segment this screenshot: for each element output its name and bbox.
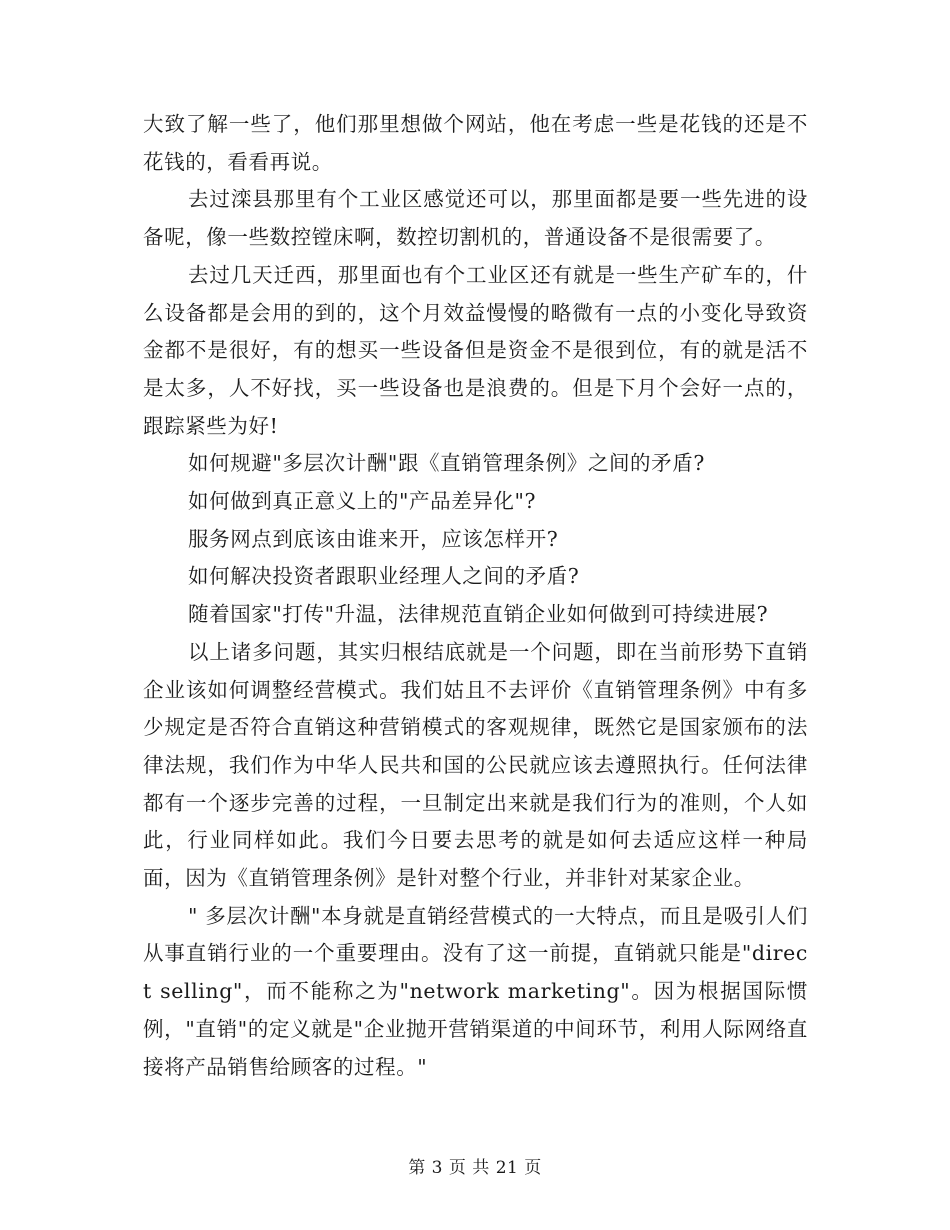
paragraph: 大致了解一些了，他们那里想做个网站，他在考虑一些是花钱的还是不花钱的，看看再说。 — [143, 112, 808, 174]
paragraph: 去过滦县那里有个工业区感觉还可以，那里面都是要一些先进的设备呢，像一些数控镗床啊，数控切割机的，普通设备不是很需要了。 — [143, 187, 808, 250]
paragraph: " 多层次计酬"本身就是直销经营模式的一大特点，而且是吸引人们从事直销行业的一个重要理由。没有了这一前提，直销就只能是"direct selling"，而不能称之为"network marketing"。因为根据国际惯例，"直销"的定义就是"企业抛开营销渠道的中间环节，利用人际网络直接将产品销售给顾客的过程。" — [143, 903, 808, 1079]
paragraph: 如何做到真正意义上的"产品差异化"? — [188, 489, 537, 514]
paragraph: 如何解决投资者跟职业经理人之间的矛盾? — [188, 564, 580, 589]
paragraph: 服务网点到底该由谁来开，应该怎样开? — [188, 526, 559, 551]
paragraph: 以上诸多问题，其实归根结底就是一个问题，即在当前形势下直销企业该如何调整经营模式。我们姑且不去评价《直销管理条例》中有多少规定是否符合直销这种营销模式的客观规律，既然它是国家颁布的法律法规，我们作为中华人民共和国的公民就应该去遵照执行。任何法律都有一个逐步完善的过程，一旦制定出来就是我们行为的准则，个人如此，行业同样如此。我们今日要去思考的就是如何去适应这样一种局面，因为《直销管理条例》是针对整个行业，并非针对某家企业。 — [143, 639, 808, 891]
paragraph: 随着国家"打传"升温，法律规范直销企业如何做到可持续进展? — [188, 602, 769, 627]
paragraph: 如何规避"多层次计酬"跟《直销管理条例》之间的矛盾? — [188, 451, 705, 476]
page-number-footer: 第 3 页 共 21 页 — [408, 1158, 542, 1178]
document-body — [143, 106, 808, 1086]
paragraph: 去过几天迁西，那里面也有个工业区还有就是一些生产矿车的，什么设备都是会用的到的，这个月效益慢慢的略微有一点的小变化导致资金都不是很好，有的想买一些设备但是资金不是很到位，有的就是活不是太多，人不好找，买一些设备也是浪费的。但是下月个会好一点的，跟踪紧些为好! — [143, 262, 808, 438]
